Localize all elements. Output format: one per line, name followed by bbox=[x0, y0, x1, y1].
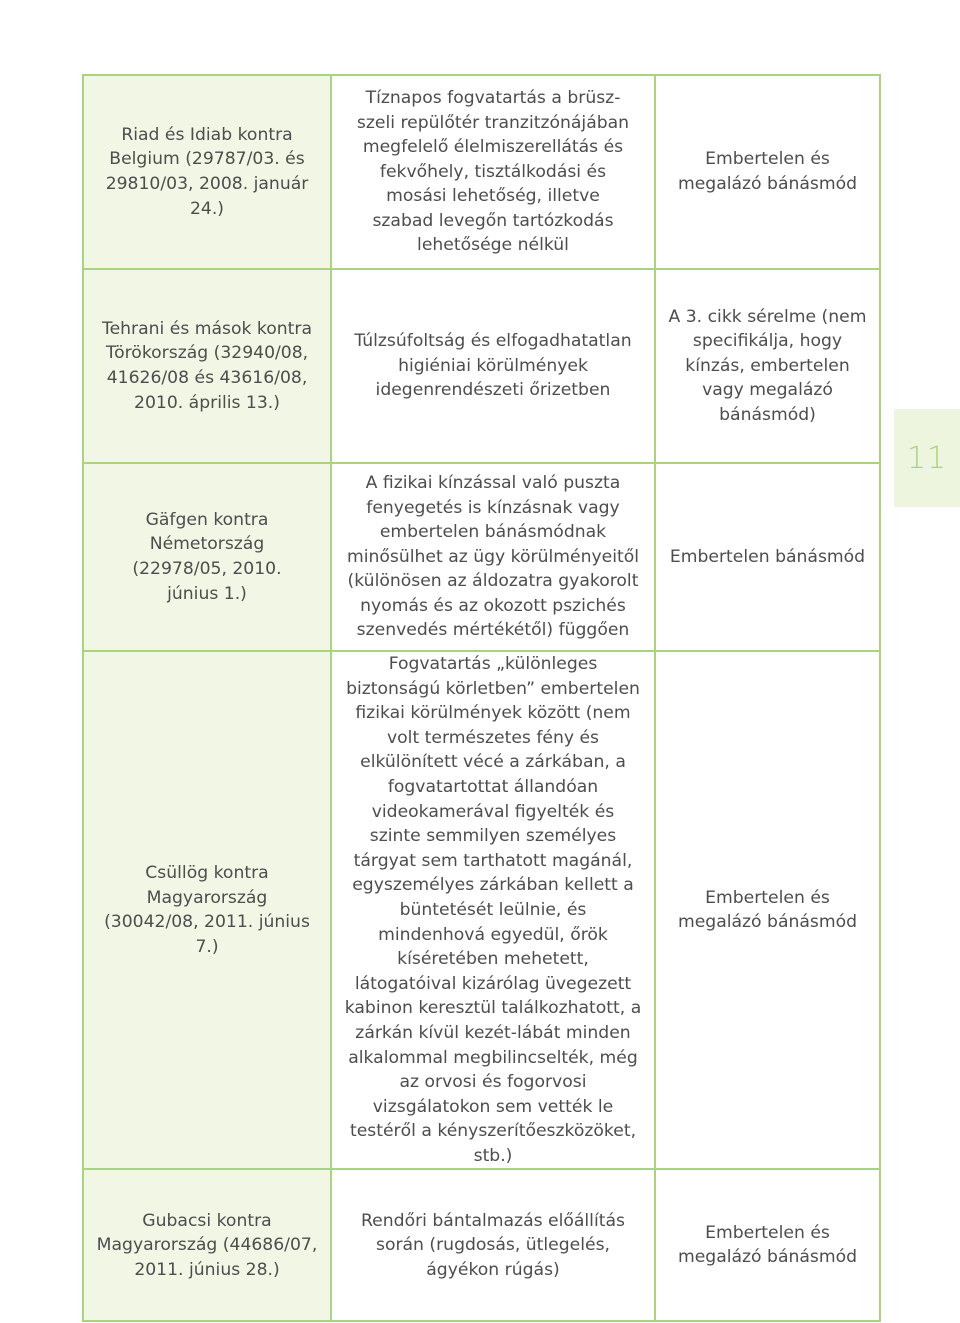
facts-text: A fizikai kínzással való puszta fenyegetés is kínzásnak vagy embertelen bánásmódnak minősülhet az ügy körülményeitől (különösen az áldozatra gyakorolt nyomás és az okozott pszichés szenvedés mértékétől) függően bbox=[346, 472, 640, 641]
table-row bbox=[83, 75, 880, 269]
case-name: Gäfgen kontra Németország (22978/05, 2010. június 1.) bbox=[132, 509, 282, 604]
case-name-cell bbox=[83, 75, 331, 269]
qualification-text: Embertelen és megalázó bánásmód bbox=[677, 149, 858, 194]
case-name: Gubacsi kontra Magyarország (44686/07, 2011. június 28.) bbox=[96, 1210, 318, 1280]
qualification-cell bbox=[655, 269, 880, 463]
qualification-text: Embertelen és megalázó bánásmód bbox=[677, 887, 858, 933]
table-row bbox=[83, 651, 880, 1169]
table-row bbox=[83, 463, 880, 651]
facts-cell bbox=[331, 651, 655, 1169]
facts-text: Rendőri bántalmazás előállítás során (rugdosás, ütlegelés, ágyékon rúgás) bbox=[361, 1210, 625, 1280]
case-law-table bbox=[82, 74, 881, 1322]
facts-cell bbox=[331, 269, 655, 463]
facts-text: Túlzsúfoltság és elfogadhatatlan higiéniai körülmények idegenrendészeti őrizetben bbox=[354, 331, 632, 401]
case-name: Tehrani és mások kontra Törökország (32940/08, 41626/08 és 43616/08, 2010. április 13.) bbox=[102, 318, 313, 413]
case-name-cell bbox=[83, 1169, 331, 1321]
qualification-text: A 3. cikk sérelme (nem specifikálja, hogy kínzás, embertelen vagy megalázó bánásmód) bbox=[668, 306, 867, 425]
facts-text: Tíznapos fogvatartás a brüsz-szeli repülőtér tranzitzónájában megfelelő élelmiszerellátás és fekvőhely, tisztálkodási és mosási lehetőség, illetve szabad levegőn tartózkodás lehetősége nélkül bbox=[356, 87, 630, 256]
page-number-tab bbox=[894, 409, 960, 507]
case-name-cell bbox=[83, 269, 331, 463]
table-row bbox=[83, 269, 880, 463]
case-name: Csüllög kontra Magyarország (30042/08, 2011. június 7.) bbox=[104, 863, 310, 957]
qualification-cell bbox=[655, 1169, 880, 1321]
facts-cell bbox=[331, 75, 655, 269]
qualification-cell bbox=[655, 75, 880, 269]
qualification-cell bbox=[655, 651, 880, 1169]
facts-cell bbox=[331, 463, 655, 651]
facts-text: Fogvatartás „különleges biztonságú körletben” embertelen fizikai körülmények között (nem volt természetes fény és elkülönített vécé a zárkában, a fogvatartottat állandóan videokamerával figyelték és szinte semmilyen személyes tárgyat sem tarthatott magánál, egyszemélyes zárkában kellett a büntetését leülnie, és mindenhová egyedül, őrök kíséretében mehetett, látogatóival kizárólag üvegezett kabinon keresztül találkozhatott, a zárkán kívül kezét-lábát minden alkalommal megbilincselték, még az orvosi és fogorvosi vizsgálatokon sem vették le testéről a kényszerítőeszközöket, stb.) bbox=[344, 654, 642, 1166]
case-name-cell bbox=[83, 463, 331, 651]
table-row bbox=[83, 1169, 880, 1321]
case-name: Riad és Idiab kontra Belgium (29787/03. és 29810/03, 2008. január 24.) bbox=[105, 124, 309, 219]
page-number: 11 bbox=[906, 440, 948, 476]
qualification-text: Embertelen és megalázó bánásmód bbox=[677, 1222, 858, 1268]
qualification-cell bbox=[655, 463, 880, 651]
qualification-text: Embertelen bánásmód bbox=[669, 546, 866, 567]
case-name-cell bbox=[83, 651, 331, 1169]
facts-cell bbox=[331, 1169, 655, 1321]
